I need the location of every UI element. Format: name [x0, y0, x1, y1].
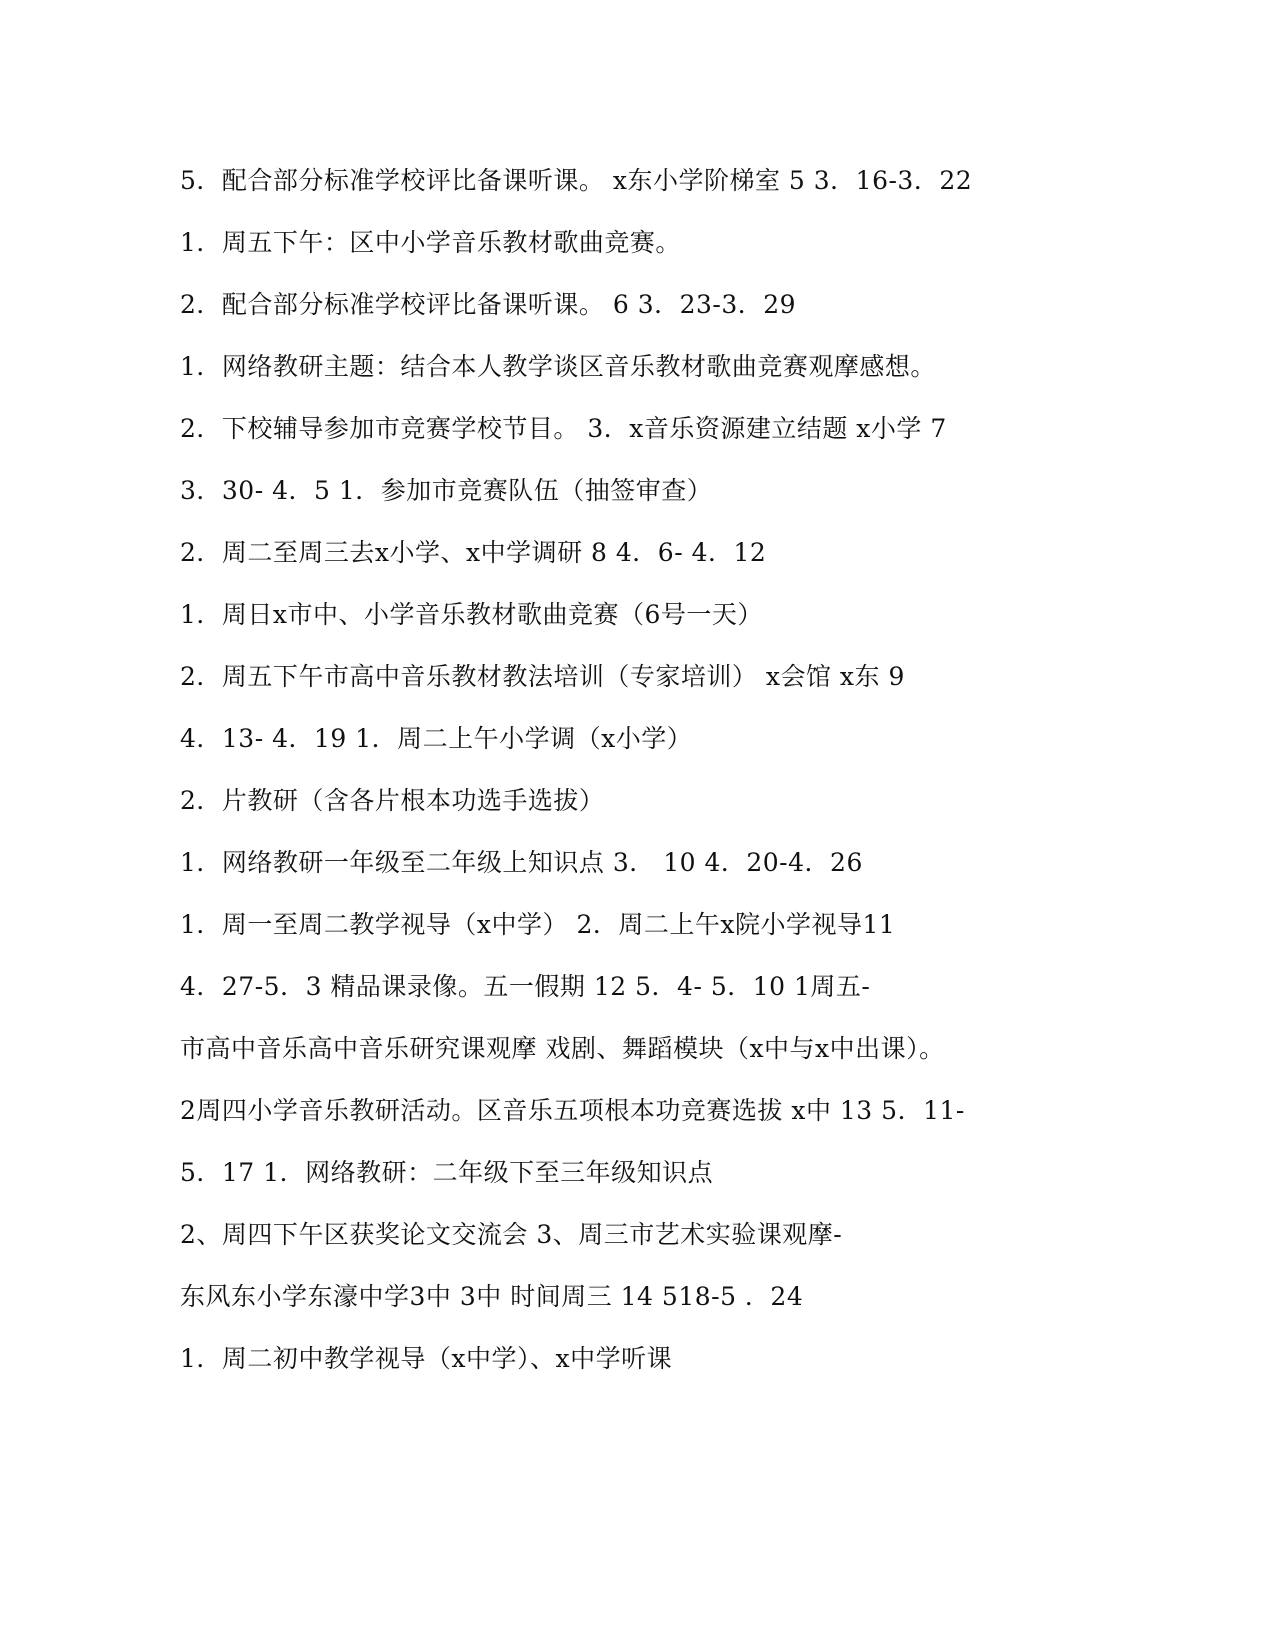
text-line: 4．27-5．3 精品课录像。五一假期 12 5．4- 5．10 1周五- — [180, 972, 871, 1001]
text-line: 1．网络教研主题：结合本人教学谈区音乐教材歌曲竞赛观摩感想。 — [180, 352, 936, 381]
text-line: 4．13- 4．19 1．周二上午小学调（x小学） — [180, 724, 693, 753]
text-line: 2．下校辅导参加市竞赛学校节目。 3．x音乐资源建立结题 x小学 7 — [180, 414, 947, 443]
text-line: 2．周二至周三去x小学、x中学调研 8 4．6- 4．12 — [180, 538, 767, 567]
text-line: 2．片教研（含各片根本功选手选拔） — [180, 786, 605, 815]
document-body — [180, 159, 1060, 1399]
text-line: 3．30- 4．5 1．参加市竞赛队伍（抽签审查） — [180, 476, 713, 505]
text-line: 1．网络教研一年级至二年级上知识点 3． 10 4．20-4．26 — [180, 848, 863, 877]
text-line: 5．17 1．网络教研：二年级下至三年级知识点 — [180, 1158, 714, 1187]
text-line: 2．周五下午市高中音乐教材教法培训（专家培训） x会馆 x东 9 — [180, 662, 905, 691]
text-line: 1．周日x市中、小学音乐教材歌曲竞赛（6号一天） — [180, 600, 763, 629]
text-line: 5．配合部分标准学校评比备课听课。 x东小学阶梯室 5 3．16-3．22 — [180, 166, 973, 195]
text-line: 东风东小学东濠中学3中 3中 时间周三 14 518-5 ．24 — [180, 1282, 804, 1311]
text-line: 2、周四下午区获奖论文交流会 3、周三市艺术实验课观摩- — [180, 1220, 843, 1249]
text-line: 1．周二初中教学视导（x中学）、x中学听课 — [180, 1344, 673, 1373]
text-line: 2周四小学音乐教研活动。区音乐五项根本功竞赛选拔 x中 13 5．11- — [180, 1096, 965, 1125]
text-line: 2．配合部分标准学校评比备课听课。 6 3．23-3．29 — [180, 290, 797, 319]
text-line: 1．周五下午：区中小学音乐教材歌曲竞赛。 — [180, 228, 681, 257]
text-line: 1．周一至周二教学视导（x中学） 2．周二上午x院小学视导11 — [180, 910, 896, 939]
text-line: 市高中音乐高中音乐研究课观摩 戏剧、舞蹈模块（x中与x中出课）。 — [180, 1034, 945, 1063]
